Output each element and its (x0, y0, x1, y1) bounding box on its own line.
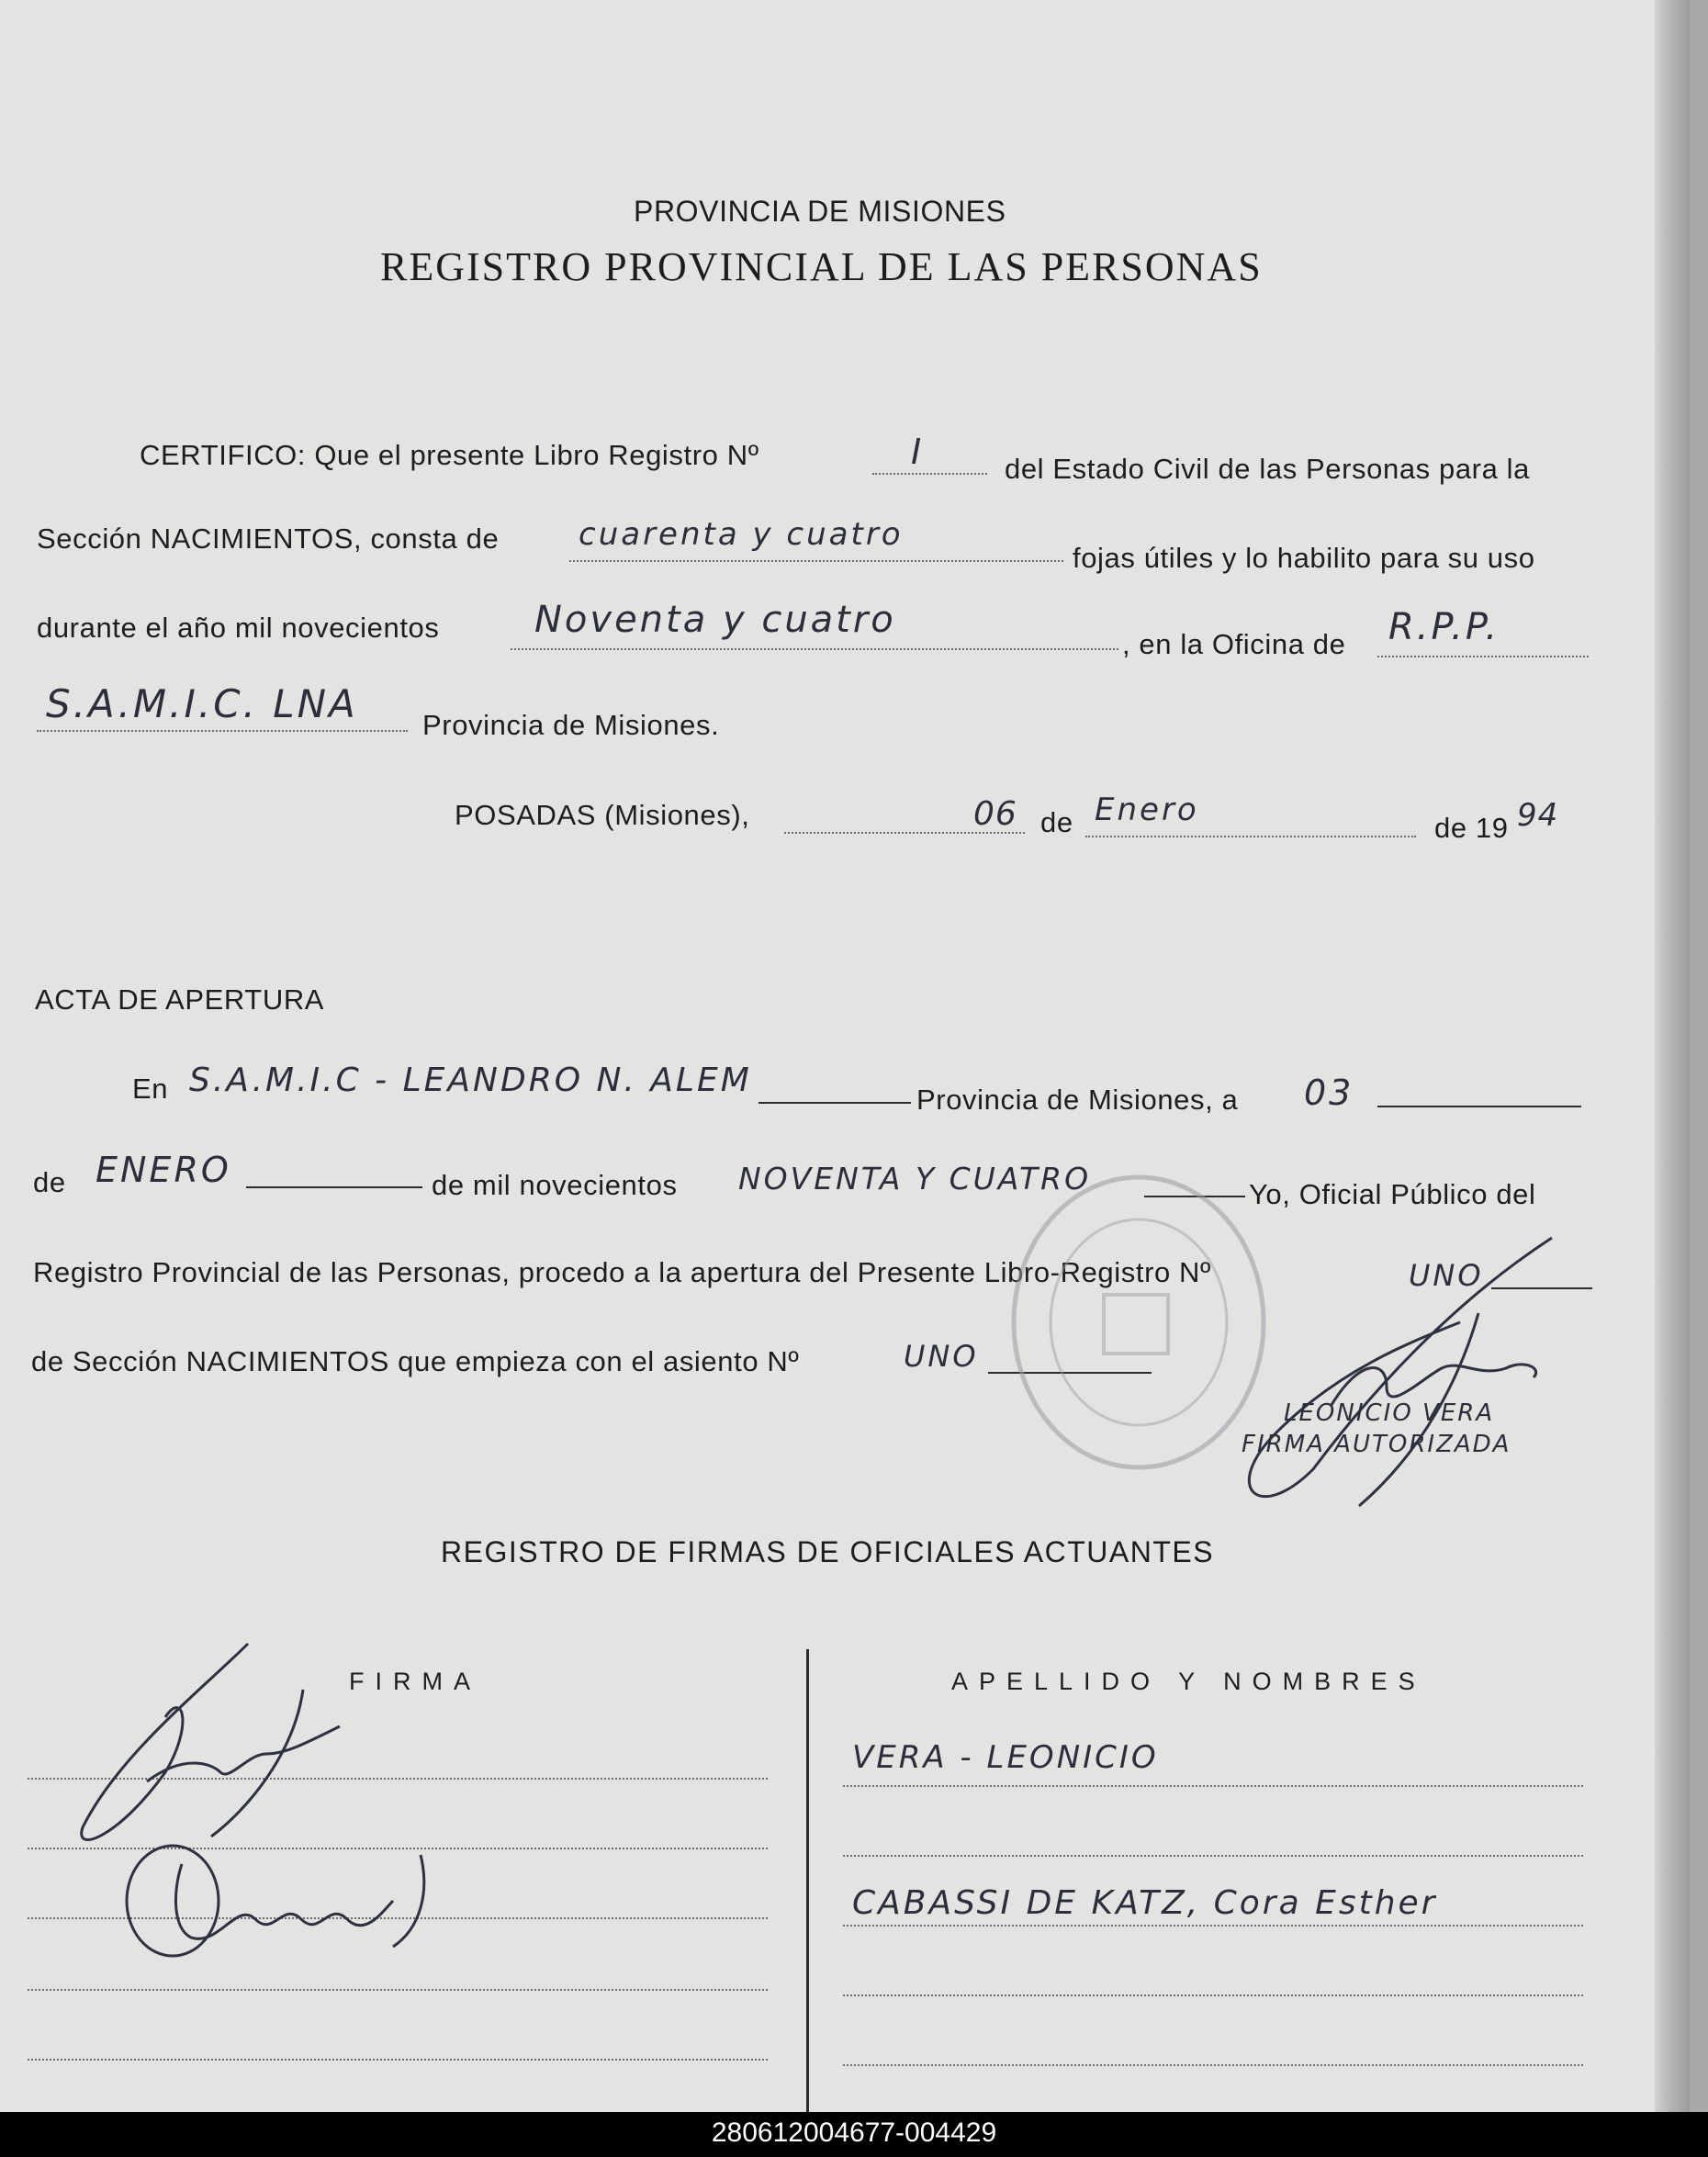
authorizing-signature (1203, 1230, 1589, 1524)
book-number-line (872, 473, 987, 475)
acta-line4: de Sección NACIMIENTOS que empieza con el asiento Nº (31, 1345, 800, 1377)
cert-de: de (1040, 806, 1073, 838)
acta-month: ENERO (96, 1150, 231, 1190)
col-names: APELLIDO Y NOMBRES (951, 1668, 1426, 1695)
year-written: Noventa y cuatro (534, 599, 896, 641)
firma-line-4 (28, 1989, 768, 1991)
acta-mil: de mil novecientos (432, 1169, 678, 1201)
names-line-2 (843, 1855, 1583, 1857)
cert-year-suffix: 94 (1517, 797, 1559, 834)
acta-book: UNO (1409, 1258, 1484, 1293)
pages-written: cuarenta y cuatro (579, 516, 904, 553)
acta-place: S.A.M.I.C - LEANDRO N. ALEM (189, 1062, 752, 1099)
cert-line3-prefix: durante el año mil novecientos (37, 612, 440, 644)
col-firma: FIRMA (349, 1668, 481, 1695)
cert-month: Enero (1095, 792, 1199, 828)
names-line-1 (843, 1785, 1583, 1787)
signatures-title: REGISTRO DE FIRMAS DE OFICIALES ACTUANTES (441, 1535, 1215, 1568)
page-edge (1655, 0, 1690, 2112)
province-heading: PROVINCIA DE MISIONES (634, 195, 1006, 228)
acta-yo: Yo, Oficial Público del (1249, 1178, 1536, 1210)
officer-name-1: VERA - LEONICIO (852, 1739, 1159, 1776)
acta-de: de (33, 1166, 66, 1198)
pages-line (569, 560, 1063, 562)
cert-line3-suffix: , en la Oficina de (1122, 628, 1346, 660)
acta-place-line (758, 1102, 911, 1104)
office-line-b (37, 730, 408, 732)
acta-en: En (132, 1073, 169, 1105)
authorizer-name: LEONICIO VERA (1284, 1399, 1495, 1427)
names-line-5 (843, 2064, 1583, 2066)
office-line-a (1377, 656, 1589, 657)
acta-day-line (1377, 1106, 1581, 1107)
cert-place: POSADAS (Misiones), (455, 799, 750, 831)
document-id: 280612004677-004429 (711, 2118, 997, 2148)
acta-line3: Registro Provincial de las Personas, procedo a la apertura del Presente Libro-Registro Nº (33, 1256, 1211, 1288)
footer-bar (0, 2112, 1708, 2157)
registry-heading: REGISTRO PROVINCIAL DE LAS PERSONAS (380, 244, 1263, 289)
names-line-4 (843, 1994, 1583, 1996)
year-written-line (511, 648, 1118, 650)
firma-line-5 (28, 2059, 768, 2061)
officer-signature-1 (64, 1635, 376, 1855)
cert-line2-prefix: Sección NACIMIENTOS, consta de (37, 522, 500, 555)
office-b: S.A.M.I.C. LNA (46, 681, 358, 726)
acta-month-line (246, 1186, 422, 1188)
acta-entry: UNO (904, 1339, 979, 1374)
acta-year: NOVENTA Y CUATRO (738, 1161, 1092, 1196)
cert-day: 06 (973, 795, 1017, 833)
office-a: R.P.P. (1388, 606, 1500, 648)
acta-prov: Provincia de Misiones, a (916, 1084, 1239, 1116)
officer-signature-2 (118, 1837, 448, 1965)
acta-day: 03 (1304, 1073, 1354, 1113)
authorizer-role: FIRMA AUTORIZADA (1242, 1431, 1511, 1458)
cert-line1-suffix: del Estado Civil de las Personas para la (1005, 453, 1530, 485)
column-divider (806, 1649, 809, 2112)
cert-line4-suffix: Provincia de Misiones. (422, 709, 720, 741)
cert-prefix: CERTIFICO: Que el presente Libro Registro Nº (140, 439, 759, 471)
names-line-3 (843, 1925, 1583, 1927)
month-line (1085, 836, 1416, 837)
cert-line2-suffix: fojas útiles y lo habilito para su uso (1073, 542, 1535, 574)
book-number: I (911, 432, 925, 472)
cert-year-prefix: de 19 (1434, 812, 1509, 844)
officer-name-2: CABASSI DE KATZ, Cora Esther (852, 1884, 1438, 1922)
acta-title: ACTA DE APERTURA (35, 983, 325, 1016)
